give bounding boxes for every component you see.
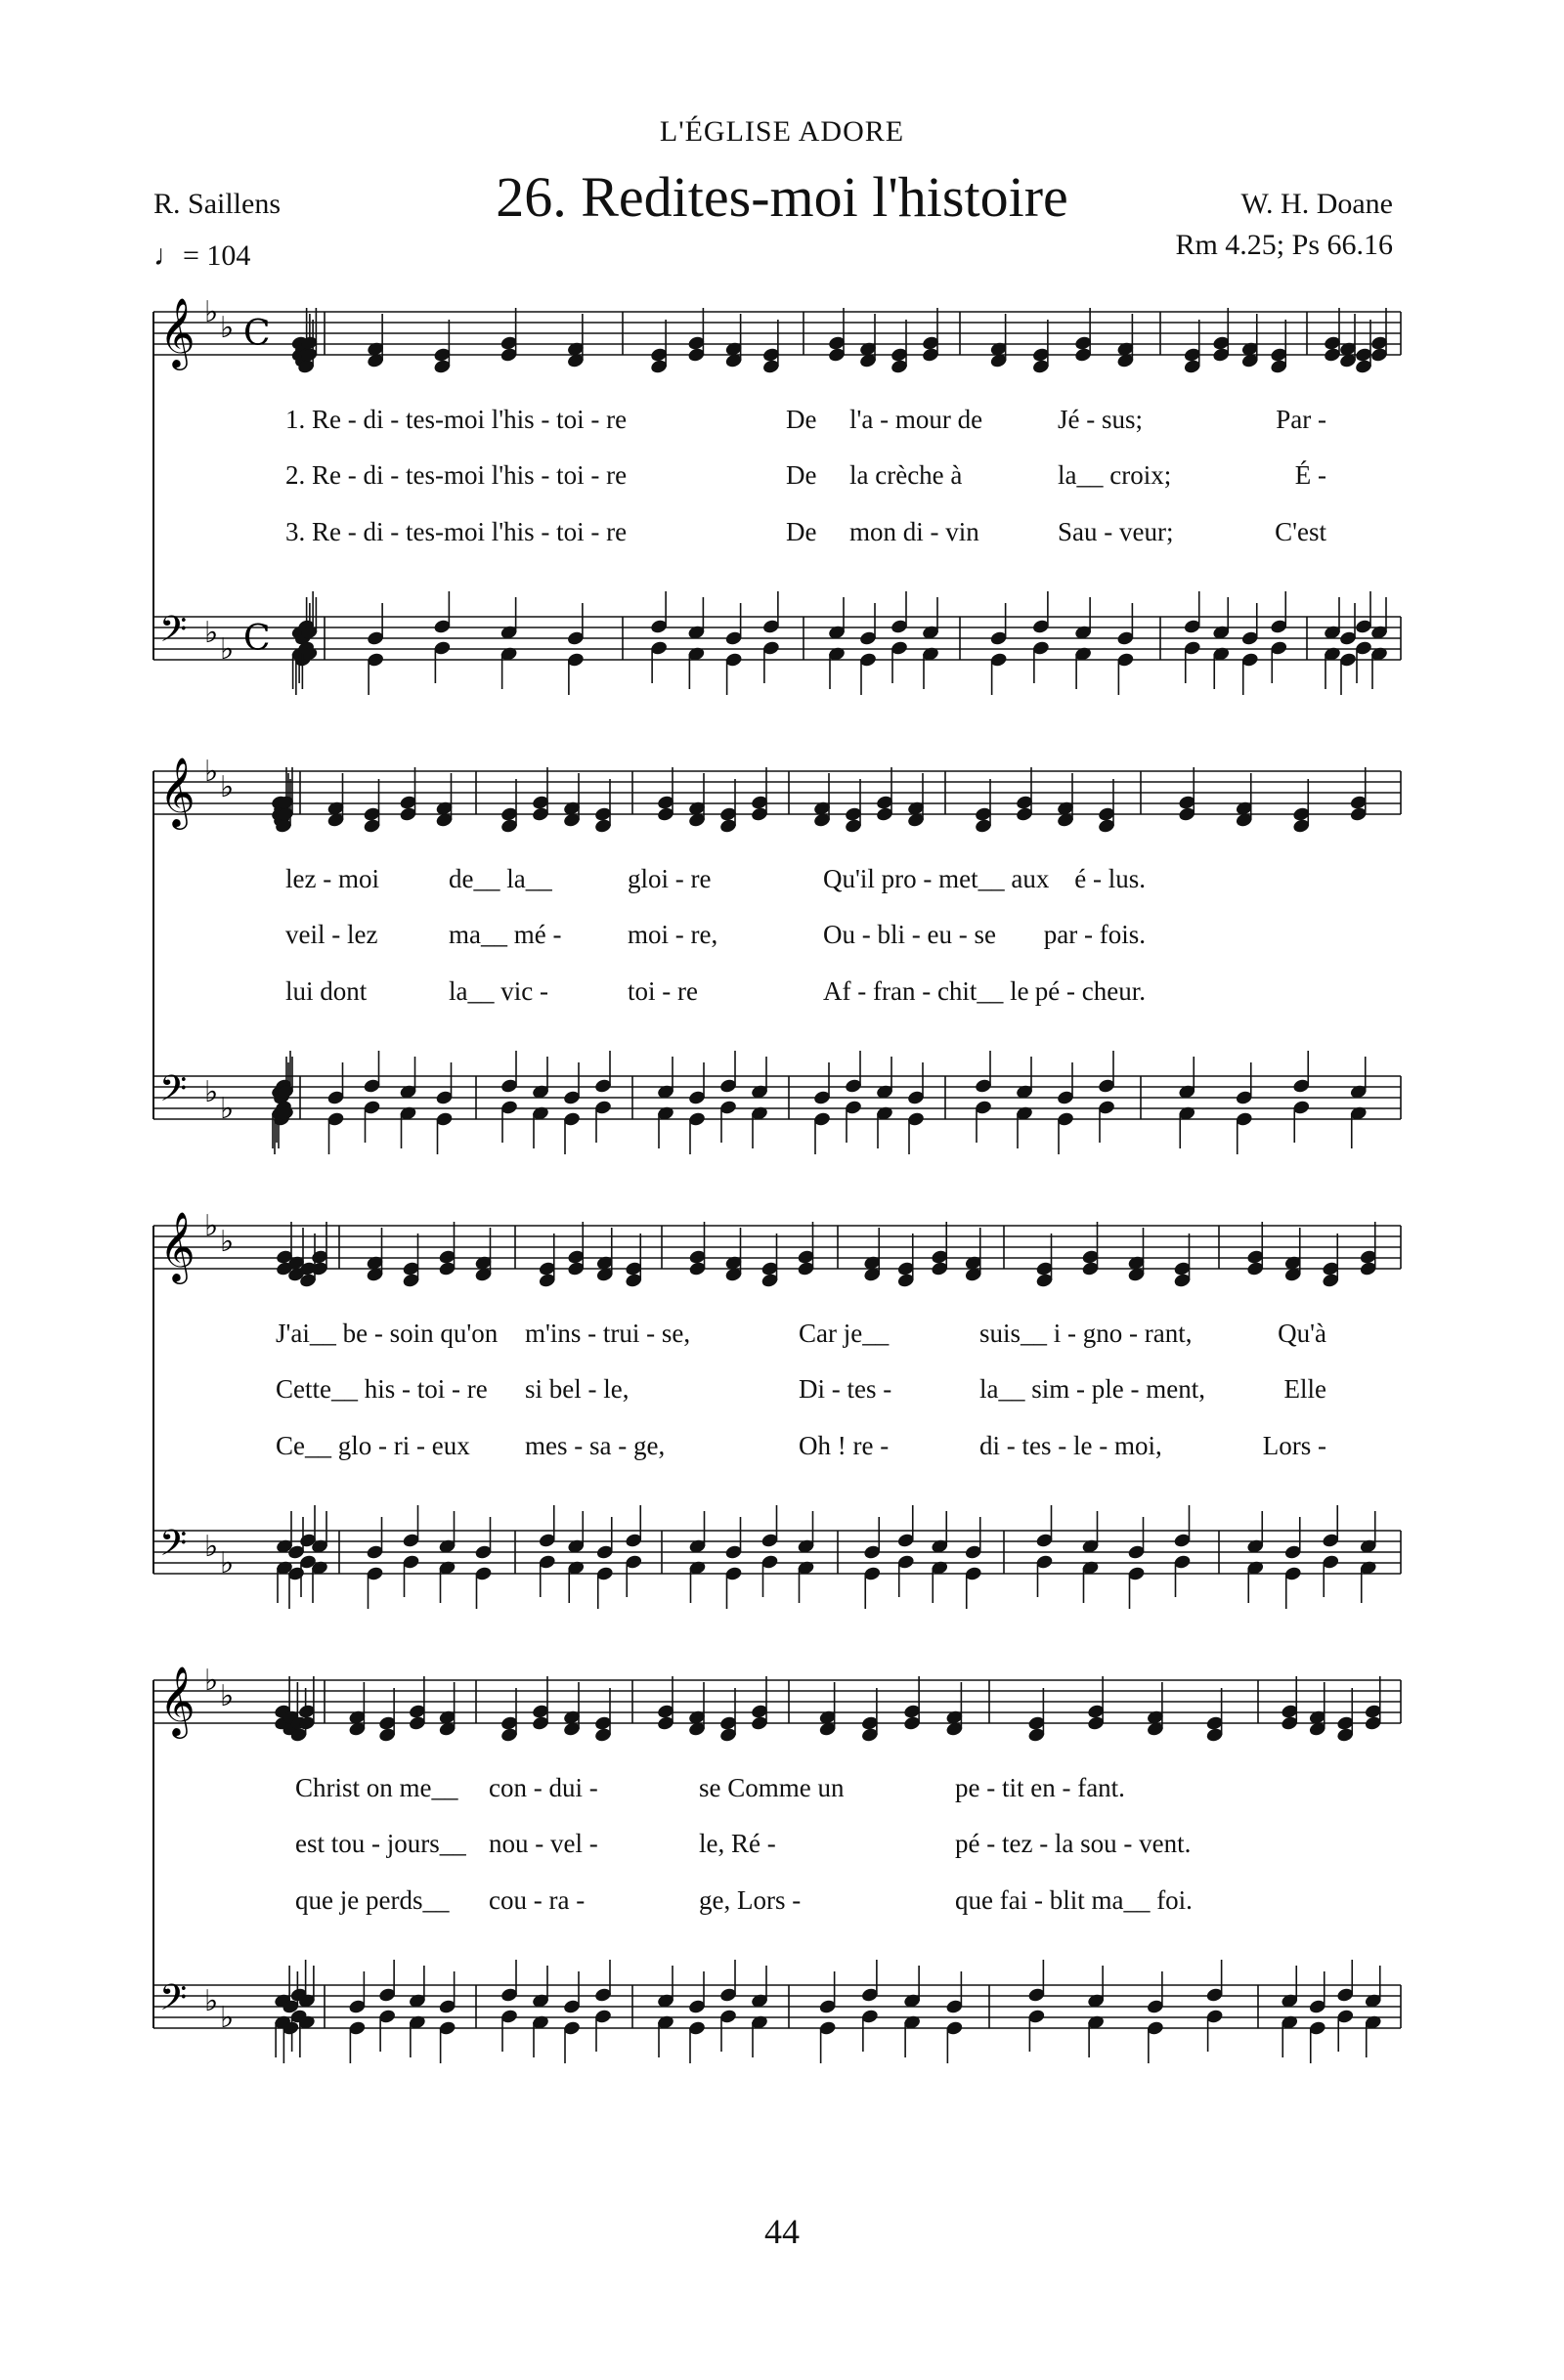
bass-clef-icon: 𝄢: [159, 1523, 188, 1573]
lyric-text: suis__ i - gno - rant,: [979, 1319, 1193, 1348]
music-system: [153, 757, 1401, 1148]
staff-graphic: [153, 295, 1401, 689]
lyricist: R. Saillens: [153, 188, 282, 220]
staff-graphic: [153, 1666, 1401, 2057]
lyric-text: toi - re: [628, 976, 698, 1006]
treble-clef-icon: 𝄞: [159, 756, 196, 827]
lyric-text: si bel - le,: [525, 1374, 630, 1404]
flat-icon: ♭: [204, 755, 219, 789]
lyric-text: Qu'il pro - met__ aux: [823, 864, 1050, 893]
page-number: 44: [764, 2212, 800, 2251]
lyric-text: que fai - blit ma__ foi.: [955, 1885, 1193, 1915]
quarter-note-icon: ♩: [153, 239, 183, 272]
flat-icon: ♭: [220, 1225, 235, 1259]
lyric-text: mon di - vin: [849, 517, 979, 546]
lyric-text: De: [786, 405, 817, 434]
key-signature: [204, 1664, 234, 1713]
key-signature: [204, 755, 234, 804]
lyric-text: Oh ! re -: [799, 1431, 890, 1460]
treble-staff: [153, 308, 1401, 374]
bass-clef-icon: 𝄢: [159, 1068, 188, 1118]
music-system: [153, 295, 1401, 689]
flat-icon: ♭: [220, 1679, 235, 1713]
bass-staff: [153, 1051, 1401, 1154]
lyric-text: moi - re,: [628, 920, 718, 949]
lyric-text: l'a - mour de: [849, 405, 983, 434]
lyric-text: con - dui -: [489, 1773, 598, 1802]
music-system: [153, 1666, 1401, 2057]
flat-icon: ♭: [220, 1546, 235, 1580]
common-time-icon: C: [243, 314, 271, 354]
common-time-icon: C: [243, 619, 271, 659]
lyric-text: Ce__ glo - ri - eux: [276, 1431, 470, 1460]
lyric-text: J'ai__ be - soin qu'on: [276, 1319, 499, 1348]
lyric-text: Di - tes -: [799, 1374, 892, 1404]
staff-graphic: [153, 757, 1401, 1148]
flat-icon: ♭: [220, 311, 235, 345]
flat-icon: ♭: [204, 1664, 219, 1698]
lyric-text: Qu'à: [1278, 1319, 1326, 1348]
key-signature: [204, 1530, 234, 1580]
flat-icon: ♭: [220, 1092, 235, 1126]
lyric-text: ma__ mé -: [449, 920, 562, 949]
lyric-text: de__ la__: [449, 864, 552, 893]
flat-icon: ♭: [204, 1530, 219, 1564]
bass-staff: [153, 1960, 1401, 2063]
lyric-text: se Comme un: [699, 1773, 845, 1802]
music-system: [153, 1209, 1401, 1603]
flat-icon: ♭: [204, 1075, 219, 1109]
lyric-text: C'est: [1275, 517, 1326, 546]
lyric-text: pé - tez - la sou - vent.: [955, 1829, 1192, 1858]
lyric-text: 2. Re - di - tes-moi l'his - toi - re: [285, 460, 628, 490]
flat-icon: ♭: [220, 2001, 235, 2035]
lyric-text: la crèche à: [849, 460, 963, 490]
hymn-title: 26. Redites-moi l'histoire: [496, 165, 1068, 229]
flat-icon: ♭: [204, 295, 219, 329]
lyric-text: cou - ra -: [489, 1885, 586, 1915]
flat-icon: ♭: [220, 770, 235, 804]
tempo-value: = 104: [183, 239, 251, 272]
lyric-text: De: [786, 460, 817, 490]
flat-icon: ♭: [204, 1984, 219, 2018]
treble-staff: [153, 1676, 1401, 1743]
flat-icon: ♭: [204, 1209, 219, 1243]
lyric-text: ge, Lors -: [699, 1885, 802, 1915]
lyric-text: Cette__ his - toi - re: [276, 1374, 488, 1404]
lyric-text: par - fois.: [1043, 920, 1146, 949]
key-signature: [204, 295, 234, 345]
lyric-text: Sau - veur;: [1058, 517, 1174, 546]
lyric-text: nou - vel -: [489, 1829, 598, 1858]
scripture-references: Rm 4.25; Ps 66.16: [1175, 229, 1393, 261]
section-heading: L'ÉGLISE ADORE: [659, 115, 905, 148]
lyric-text: le, Ré -: [699, 1829, 776, 1858]
key-signature: [204, 1984, 234, 2035]
tempo-marking: [153, 239, 250, 273]
treble-clef-icon: 𝄞: [159, 1665, 196, 1736]
treble-staff: [153, 767, 1401, 834]
composer: W. H. Doane: [1240, 188, 1393, 220]
treble-clef-icon: 𝄞: [159, 1210, 196, 1281]
bass-staff: [153, 591, 1401, 695]
lyric-text: 3. Re - di - tes-moi l'his - toi - re: [285, 517, 628, 546]
lyric-text: é - lus.: [1074, 864, 1146, 893]
lyric-text: veil - lez: [285, 920, 378, 949]
treble-staff: [153, 1222, 1401, 1288]
lyric-text: pe - tit en - fant.: [955, 1773, 1125, 1802]
lyric-text: Af - fran - chit__ le: [823, 976, 1029, 1006]
lyric-text: De: [786, 517, 817, 546]
lyric-text: lez - moi: [285, 864, 379, 893]
staff-graphic: [153, 1209, 1401, 1603]
lyric-text: la__ vic -: [449, 976, 548, 1006]
lyric-text: Elle: [1283, 1374, 1326, 1404]
lyric-text: Ou - bli - eu - se: [823, 920, 996, 949]
bass-staff: [153, 1505, 1401, 1609]
lyric-text: Christ on me__: [295, 1773, 458, 1802]
lyric-text: m'ins - trui - se,: [525, 1319, 691, 1348]
lyric-text: la__ croix;: [1058, 460, 1172, 490]
key-signature: [204, 1209, 234, 1259]
lyric-text: est tou - jours__: [295, 1829, 466, 1858]
lyric-text: pé - cheur.: [1034, 976, 1146, 1006]
bass-clef-icon: 𝄢: [159, 1977, 188, 2027]
lyric-text: Car je__: [799, 1319, 890, 1348]
flat-icon: ♭: [204, 616, 219, 650]
lyric-text: Par -: [1276, 405, 1326, 434]
lyric-text: di - tes - le - moi,: [979, 1431, 1162, 1460]
lyric-text: 1. Re - di - tes-moi l'his - toi - re: [285, 405, 628, 434]
flat-icon: ♭: [220, 632, 235, 667]
treble-clef-icon: 𝄞: [159, 296, 196, 368]
lyric-text: Jé - sus;: [1058, 405, 1143, 434]
lyric-text: que je perds__: [295, 1885, 450, 1915]
key-signature: [204, 1075, 234, 1126]
lyric-text: Lors -: [1262, 1431, 1326, 1460]
lyric-text: mes - sa - ge,: [525, 1431, 666, 1460]
lyric-text: gloi - re: [628, 864, 712, 893]
lyric-text: É -: [1294, 460, 1326, 490]
bass-clef-icon: 𝄢: [159, 609, 188, 659]
lyric-text: lui dont: [285, 976, 368, 1006]
lyric-text: la__ sim - ple - ment,: [979, 1374, 1205, 1404]
